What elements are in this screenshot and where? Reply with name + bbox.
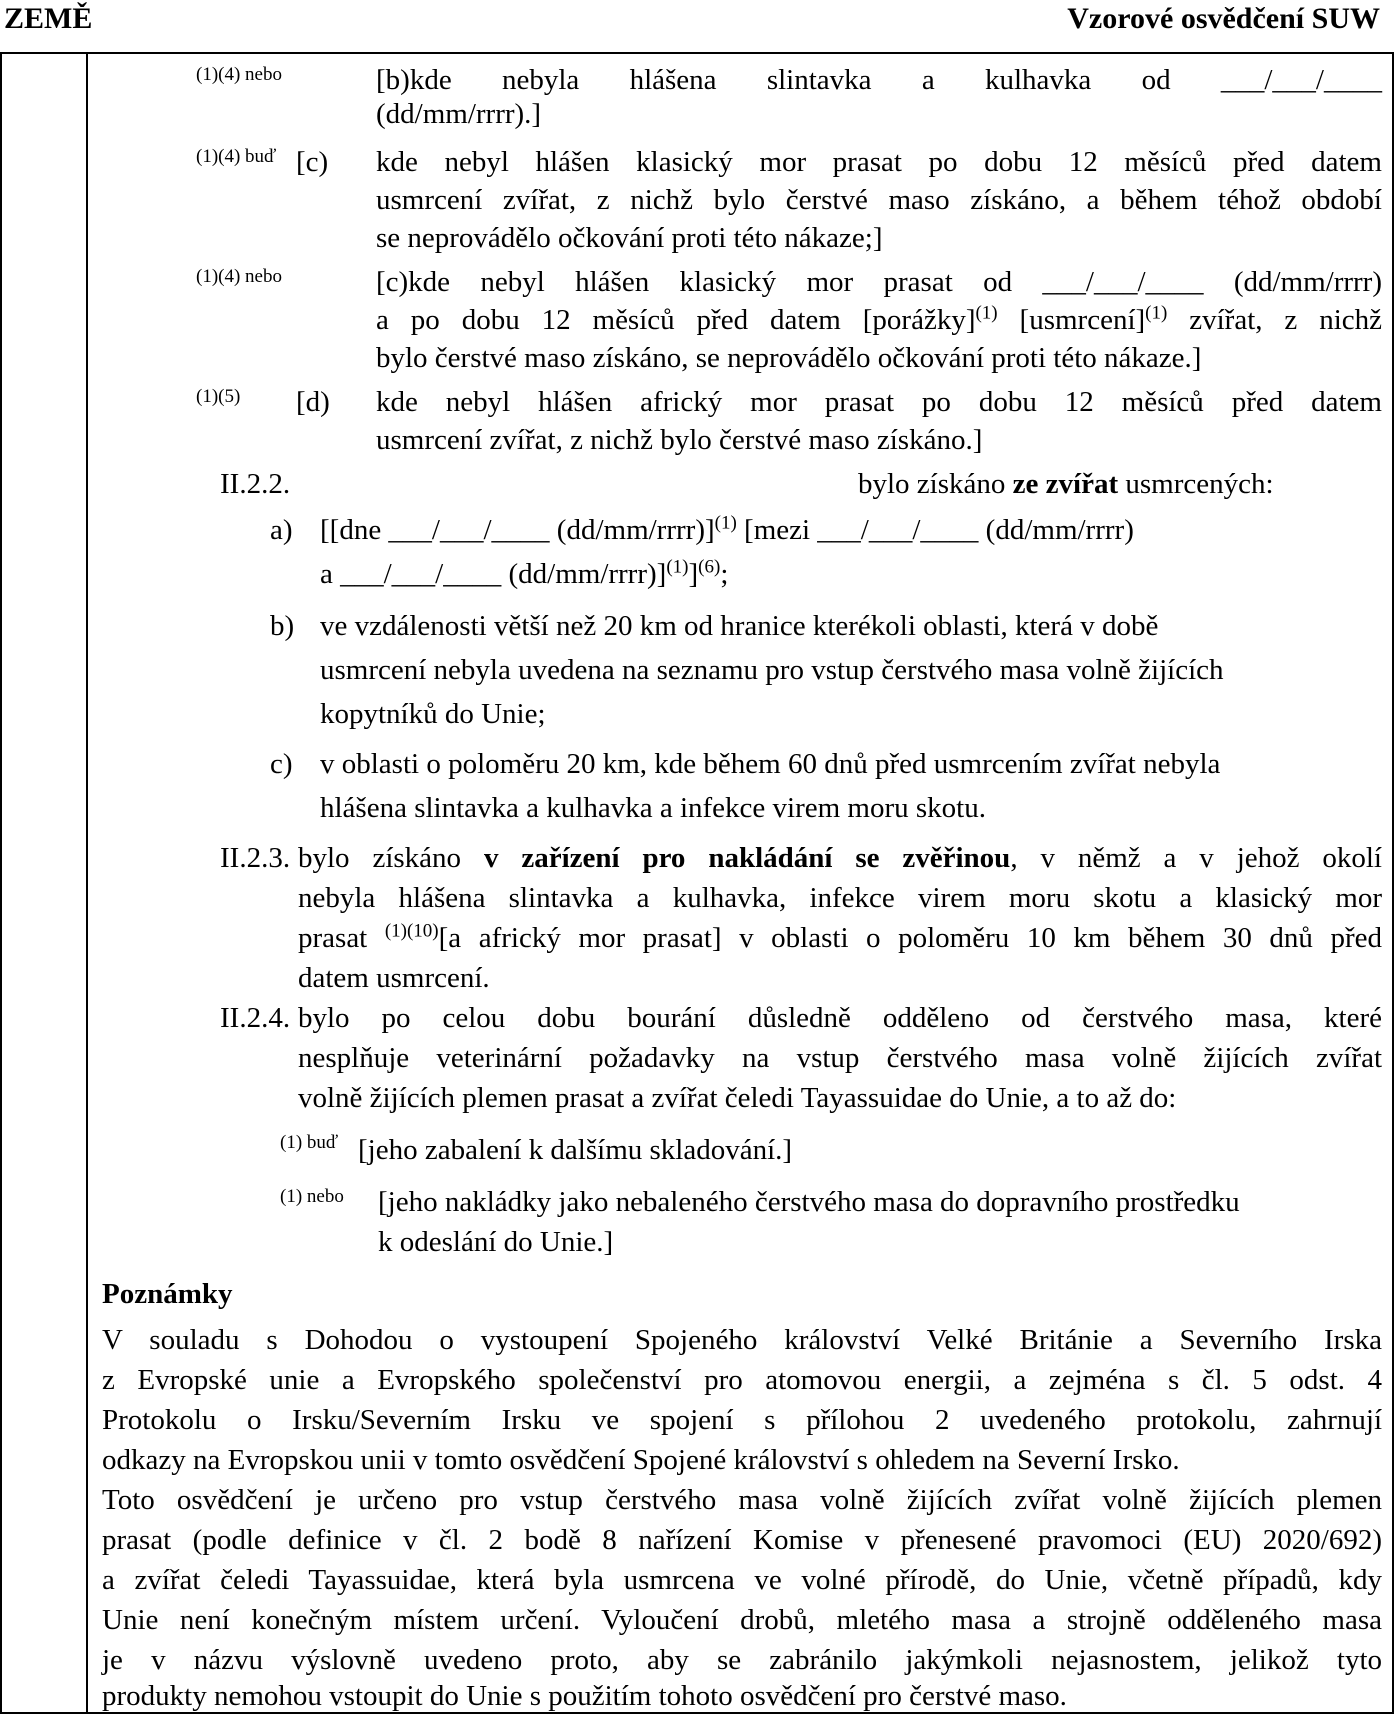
section-number: II.2.2. xyxy=(220,468,291,500)
clause-d-line: kde nebyl hlášen africký mor prasat po dobu 12 měsíců před datem xyxy=(376,386,1382,418)
item-b-line: ve vzdálenosti větší než 20 km od hranice kterékoli oblasti, která v době xyxy=(320,610,1159,642)
notes-paragraph-line: z Evropské unie a Evropského společenství pro atomovou energii, a zejména s čl. 5 odst. 4 xyxy=(102,1364,1382,1396)
section-223-line: prasat $^{(1)(10)}$[a africký mor prasat] v oblasti o poloměru 10 km během 30 dnů před xyxy=(298,920,1382,954)
section-224-line: bylo po celou dobu bourání důsledně odděleno od čerstvého masa, které xyxy=(298,1002,1382,1034)
country-header: ZEMĚ xyxy=(4,2,93,35)
clause-d-line: usmrcení zvířat, z nichž bylo čerstvé maso získáno.] xyxy=(376,424,983,456)
clause-c-line: kde nebyl hlášen klasický mor prasat po dobu 12 měsíců před datem xyxy=(376,146,1382,178)
item-b-line: kopytníků do Unie; xyxy=(320,698,546,730)
clause-letter: [c) xyxy=(296,146,329,178)
clause-c-line: usmrcení zvířat, z nichž bylo čerstvé maso získáno, a během téhož období xyxy=(376,184,1382,216)
notes-paragraph-line: je v názvu výslovně uvedeno proto, aby se zabránilo jakýmkoli nejasnostem, jelikož tyto xyxy=(102,1644,1382,1676)
section-222-text: bylo získáno ze zvířat usmrcených: xyxy=(858,468,1274,500)
notes-paragraph-line: Protokolu o Irsku/Severním Irsku ve spojení s přílohou 2 uvedeného protokolu, zahrnují xyxy=(102,1404,1382,1436)
left-column-divider xyxy=(86,52,88,1714)
clause-b-line: [b)kde nebyla hlášena slintavka a kulhavka od ___/___/____ xyxy=(376,64,1382,96)
item-a-line: a ___/___/____ (dd/mm/rrrr)]$^{(1)}$]$^{(6)}$; xyxy=(320,556,729,590)
section-224-line: nesplňuje veterinární požadavky na vstup čerstvého masa volně žijících zvířat xyxy=(298,1042,1382,1074)
clause-c-alt-line: bylo čerstvé maso získáno, se neprovádělo očkování proti této nákaze.] xyxy=(376,342,1202,374)
notes-paragraph-line: Unie není konečným místem určení. Vyloučení drobů, mletého masa a strojně odděleného masa xyxy=(102,1604,1382,1636)
item-a-line: [[dne ___/___/____ (dd/mm/rrrr)]$^{(1)}$ [mezi ___/___/____ (dd/mm/rrrr) xyxy=(320,512,1134,546)
option-marker: (1) buď xyxy=(280,1132,339,1153)
notes-paragraph-line: odkazy na Evropskou unii v tomto osvědčení Spojené království s ohledem na Severní Irsko. xyxy=(102,1444,1180,1476)
notes-paragraph-line: V souladu s Dohodou o vystoupení Spojeného království Velké Británie a Severního Irska xyxy=(102,1324,1382,1356)
notes-paragraph-line: Toto osvědčení je určeno pro vstup čerstvého masa volně žijících zvířat volně žijících plemen xyxy=(102,1484,1382,1516)
notes-title: Poznámky xyxy=(102,1278,233,1310)
clause-b-line: (dd/mm/rrrr).] xyxy=(376,98,542,130)
section-number: II.2.4. xyxy=(220,1002,291,1034)
notes-paragraph-line: a zvířat čeledi Tayassuidae, která byla usmrcena ve volné přírodě, do Unie, včetně případů, kdy xyxy=(102,1564,1382,1596)
section-224-line: volně žijících plemen prasat a zvířat čeledi Tayassuidae do Unie, a to až do: xyxy=(298,1082,1177,1114)
option-marker: (1)(4) nebo xyxy=(196,266,282,287)
option-marker: (1) nebo xyxy=(280,1186,344,1207)
section-223-line: nebyla hlášena slintavka a kulhavka, infekce virem moru skotu a klasický mor xyxy=(298,882,1382,914)
notes-paragraph-line: prasat (podle definice v čl. 2 bodě 8 nařízení Komise v přenesené pravomoci (EU) 2020/692) xyxy=(102,1524,1382,1556)
option-text: [jeho zabalení k dalšímu skladování.] xyxy=(358,1134,793,1166)
option-marker: (1)(4) buď xyxy=(196,146,277,167)
clause-c-alt-line: a po dobu 12 měsíců před datem [porážky]$^{(1)}$ [usmrcení]$^{(1)}$ zvířat, z nichž xyxy=(376,302,1382,336)
clause-c-line: se neprovádělo očkování proti této nákaze;] xyxy=(376,222,883,254)
certificate-title: Vzorové osvědčení SUW xyxy=(1067,2,1380,35)
item-letter: a) xyxy=(270,514,293,546)
option-text: k odeslání do Unie.] xyxy=(378,1226,614,1258)
notes-paragraph-line: produkty nemohou vstoupit do Unie s použitím tohoto osvědčení pro čerstvé maso. xyxy=(102,1680,1067,1712)
option-marker: (1)(4) nebo xyxy=(196,64,282,85)
option-marker: (1)(5) xyxy=(196,386,241,407)
item-c-line: hlášena slintavka a kulhavka a infekce virem moru skotu. xyxy=(320,792,986,824)
clause-letter: [d) xyxy=(296,386,330,418)
item-letter: b) xyxy=(270,610,295,642)
option-text: [jeho nakládky jako nebaleného čerstvého masa do dopravního prostředku xyxy=(378,1186,1240,1218)
section-223-line: datem usmrcení. xyxy=(298,962,490,994)
item-letter: c) xyxy=(270,748,293,780)
clause-c-alt-line: [c)kde nebyl hlášen klasický mor prasat od ___/___/____ (dd/mm/rrrr) xyxy=(376,266,1382,298)
item-b-line: usmrcení nebyla uvedena na seznamu pro vstup čerstvého masa volně žijících xyxy=(320,654,1224,686)
section-223-line: bylo získáno v zařízení pro nakládání se zvěřinou, v němž a v jehož okolí xyxy=(298,842,1382,874)
section-number: II.2.3. xyxy=(220,842,291,874)
item-c-line: v oblasti o poloměru 20 km, kde během 60 dnů před usmrcením zvířat nebyla xyxy=(320,748,1221,780)
